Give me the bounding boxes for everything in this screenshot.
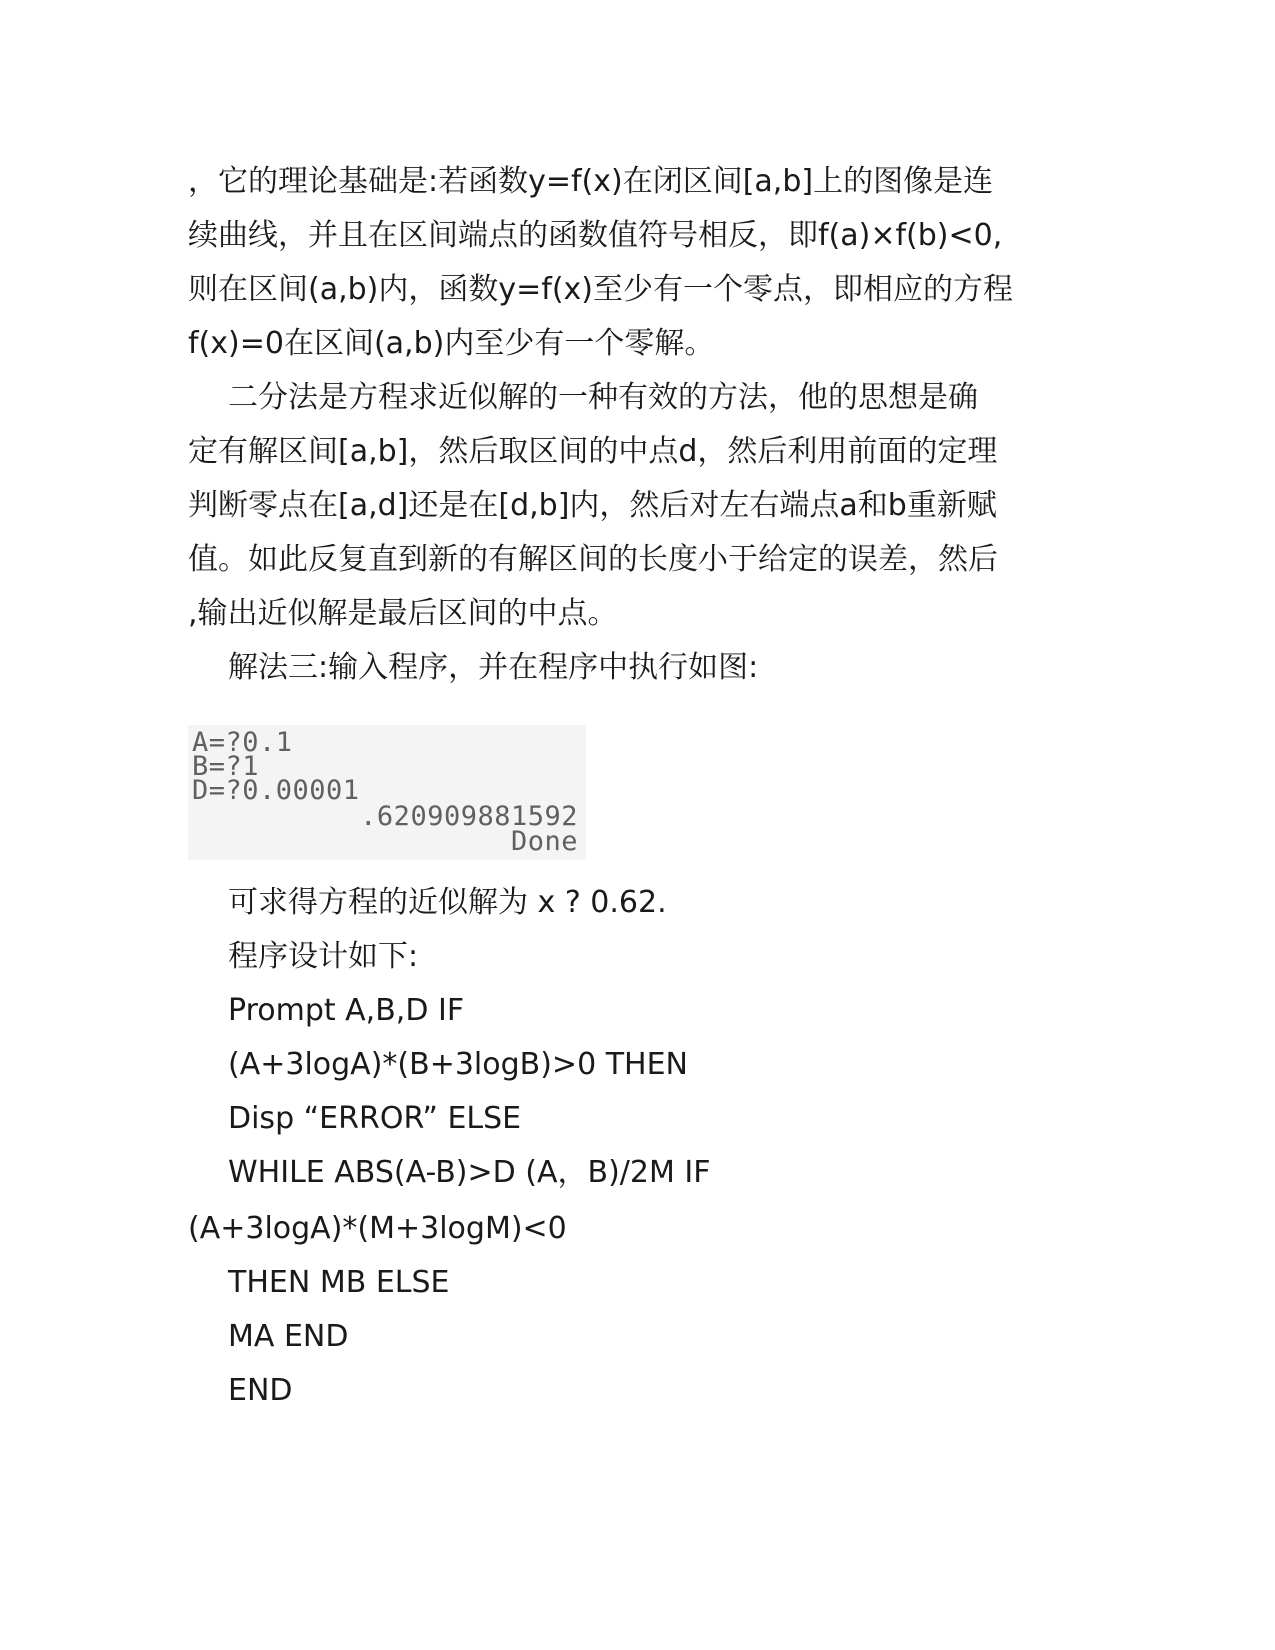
program-line-6: THEN MB ELSE xyxy=(228,1265,450,1300)
paragraph-2-line-3: 判断零点在[a,d]还是在[d,b]内，然后对左右端点a和b重新赋 xyxy=(188,488,997,523)
paragraph-2-line-2: 定有解区间[a,b]，然后取区间的中点d，然后利用前面的定理 xyxy=(188,434,998,469)
paragraph-1-line-3: 则在区间(a,b)内，函数y=f(x)至少有一个零点，即相应的方程 xyxy=(188,272,1013,307)
calc-result: .620909881592 xyxy=(360,801,578,832)
program-line-8: END xyxy=(228,1373,293,1408)
program-line-4: WHILE ABS(A-B)>D (A，B)/2M IF xyxy=(228,1155,711,1190)
calc-done-status: Done xyxy=(510,826,578,857)
paragraph-1-line-1: ，它的理论基础是:若函数y=f(x)在闭区间[a,b]上的图像是连 xyxy=(188,164,994,199)
program-line-3: Disp “ERROR” ELSE xyxy=(228,1101,522,1136)
program-line-2: (A+3logA)*(B+3logB)>0 THEN xyxy=(228,1047,688,1082)
paragraph-1-line-4: f(x)=0在区间(a,b)内至少有一个零解。 xyxy=(188,326,715,361)
calc-input-b: B=?1 xyxy=(192,751,260,782)
program-line-1: Prompt A,B,D IF xyxy=(228,993,465,1028)
calc-input-d: D=?0.00001 xyxy=(192,775,360,806)
approx-solution-text: 可求得方程的近似解为 x ? 0.62. xyxy=(228,885,667,920)
paragraph-2-line-1: 二分法是方程求近似解的一种有效的方法，他的思想是确 xyxy=(228,380,978,415)
program-line-5: (A+3logA)*(M+3logM)<0 xyxy=(188,1211,567,1246)
paragraph-2-line-4: 值。如此反复直到新的有解区间的长度小于给定的误差，然后 xyxy=(188,542,998,577)
calculator-screen xyxy=(188,725,586,860)
calc-input-a: A=?0.1 xyxy=(192,727,293,758)
method-three-intro: 解法三:输入程序，并在程序中执行如图: xyxy=(228,650,759,685)
paragraph-2-line-5: ,输出近似解是最后区间的中点。 xyxy=(188,596,618,631)
program-intro: 程序设计如下: xyxy=(228,939,419,974)
paragraph-1-line-2: 续曲线，并且在区间端点的函数值符号相反，即f(a)×f(b)<0, xyxy=(188,218,1003,253)
program-line-7: MA END xyxy=(228,1319,349,1354)
